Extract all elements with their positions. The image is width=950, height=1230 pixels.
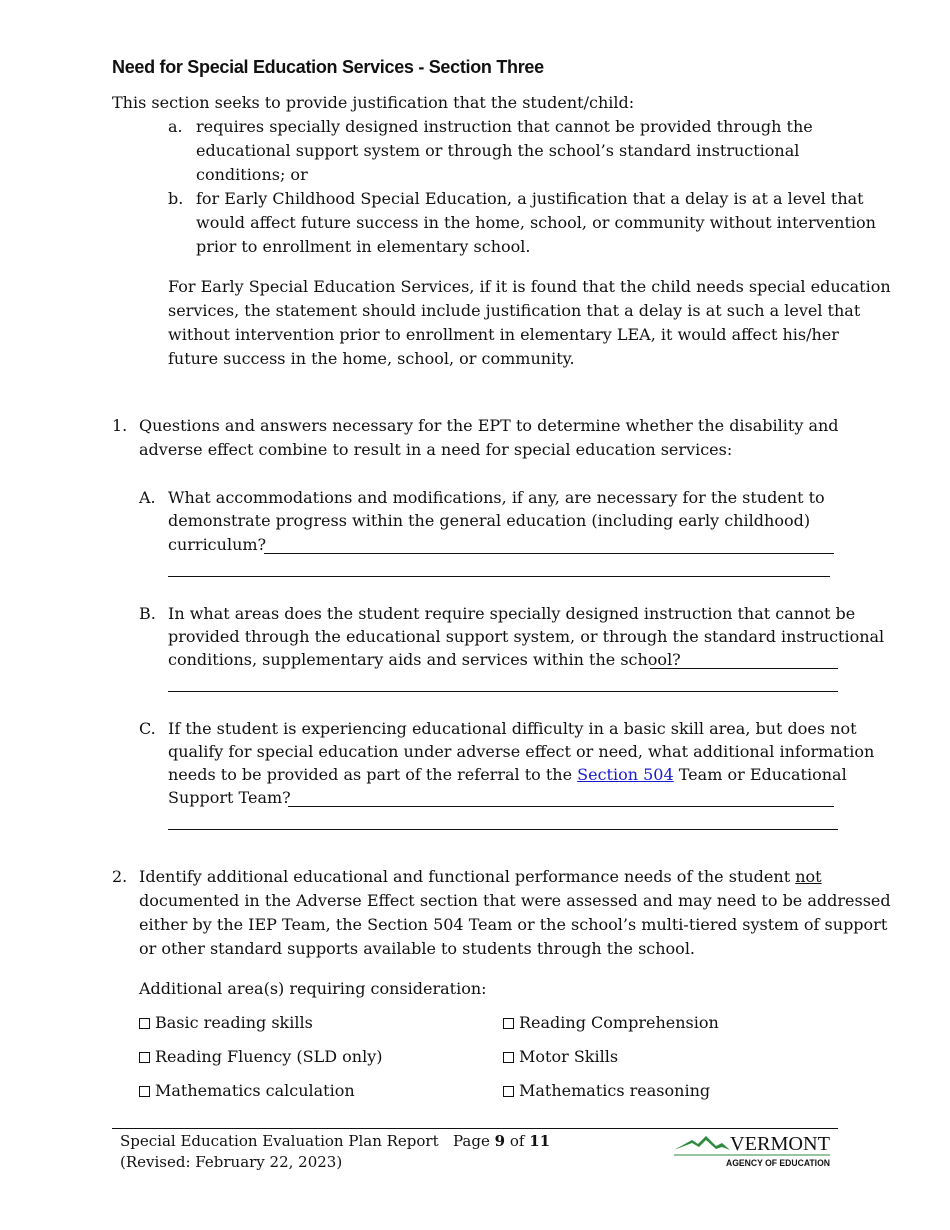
checkbox-label: Basic reading skills [155, 1013, 313, 1032]
early-services-line-3: without intervention prior to enrollment in elementary LEA, it would affect his/her [168, 325, 839, 344]
intro-text: This section seeks to provide justification that the student/child: [112, 93, 635, 112]
q1c-line-2: qualify for special education under adverse effect or need, what additional information [168, 742, 875, 761]
early-services-line-2: services, the statement should include justification that a delay is at such a level that [168, 301, 861, 320]
item-a-marker: a. [168, 117, 183, 136]
q1c-answer-line-1[interactable] [288, 806, 834, 807]
q2-not-emphasis: not [795, 867, 822, 886]
checkbox-label: Motor Skills [519, 1047, 619, 1066]
logo-wordmark: VERMONT [730, 1133, 830, 1155]
checkbox-motor-skills[interactable] [503, 1046, 618, 1068]
checkbox-label: Reading Fluency (SLD only) [155, 1047, 383, 1066]
mountain-icon [674, 1136, 730, 1150]
footer-revised: (Revised: February 22, 2023) [120, 1153, 343, 1171]
checkbox-box[interactable] [139, 1052, 150, 1063]
q1c-line-3 [168, 763, 847, 787]
item-a-line-1: requires specially designed instruction that cannot be provided through the [196, 117, 813, 136]
q1a-line-2: demonstrate progress within the general education (including early childhood) [168, 511, 811, 530]
checkbox-label: Reading Comprehension [519, 1013, 719, 1032]
checkbox-mathematics-reasoning[interactable] [503, 1080, 710, 1102]
q2-number: 2. [112, 867, 128, 886]
checkbox-box[interactable] [139, 1018, 150, 1029]
q1c-line-4: Support Team? [168, 788, 291, 807]
page-total: 11 [529, 1132, 551, 1150]
q1b-answer-line-1[interactable] [650, 668, 838, 669]
checkbox-reading-fluency[interactable] [139, 1046, 383, 1068]
q1a-line-1: What accommodations and modifications, if any, are necessary for the student to [168, 488, 825, 507]
q1c-line-3-post: Team or Educational [678, 765, 847, 784]
q1-line-1: Questions and answers necessary for the EPT to determine whether the disability and [139, 416, 839, 435]
checkbox-reading-comprehension[interactable] [503, 1012, 719, 1034]
footer-title: Special Education Evaluation Plan Report [120, 1132, 439, 1150]
q1a-marker: A. [139, 488, 156, 507]
q2-line-2: documented in the Adverse Effect section that were assessed and may need to be addressed [139, 891, 891, 910]
page-of: of [509, 1132, 525, 1150]
early-services-line-1: For Early Special Education Services, if it is found that the child needs special education [168, 277, 891, 296]
q1a-answer-line-2[interactable] [168, 576, 830, 577]
section-heading: Need for Special Education Services - Section Three [112, 57, 544, 77]
checkbox-label: Mathematics calculation [155, 1081, 355, 1100]
item-a-line-2: educational support system or through the school’s standard instructional [196, 141, 800, 160]
page-label: Page [453, 1132, 490, 1150]
early-services-line-4: future success in the home, school, or community. [168, 349, 575, 368]
item-b-line-3: prior to enrollment in elementary school. [196, 237, 531, 256]
q1b-line-3: conditions, supplementary aids and services within the school? [168, 650, 681, 669]
checkbox-mathematics-calculation[interactable] [139, 1080, 355, 1102]
checkbox-box[interactable] [503, 1052, 514, 1063]
page-current: 9 [494, 1132, 506, 1150]
item-b-line-1: for Early Childhood Special Education, a justification that a delay is at a level that [196, 189, 864, 208]
q2-line-1 [139, 865, 822, 889]
q2-line-3: either by the IEP Team, the Section 504 Team or the school’s multi-tiered system of support [139, 915, 888, 934]
checkbox-box[interactable] [503, 1018, 514, 1029]
q2-line-1-text: Identify additional educational and functional performance needs of the student [139, 867, 791, 886]
q2-line-4: or other standard supports available to students through the school. [139, 939, 696, 958]
item-a-line-3: conditions; or [196, 165, 308, 184]
q1-number: 1. [112, 416, 128, 435]
item-b-marker: b. [168, 189, 184, 208]
q1c-line-3-pre: needs to be provided as part of the referral to the [168, 765, 573, 784]
q1c-marker: C. [139, 719, 156, 738]
q1b-answer-line-2[interactable] [168, 691, 838, 692]
vermont-aoe-logo [672, 1128, 832, 1174]
additional-areas-label: Additional area(s) requiring consideration: [139, 979, 487, 998]
q1a-line-3: curriculum? [168, 535, 267, 554]
checkbox-box[interactable] [139, 1086, 150, 1097]
q1c-answer-line-2[interactable] [168, 829, 838, 830]
q1b-marker: B. [139, 604, 156, 623]
checkbox-label: Mathematics reasoning [519, 1081, 711, 1100]
q1b-line-2: provided through the educational support system, or through the standard instructional [168, 627, 885, 646]
checkbox-basic-reading-skills[interactable] [139, 1012, 313, 1034]
q1-line-2: adverse effect combine to result in a need for special education services: [139, 440, 733, 459]
section-504-link[interactable]: Section 504 [577, 765, 674, 784]
q1b-line-1: In what areas does the student require specially designed instruction that cannot be [168, 604, 856, 623]
footer-page-number [453, 1131, 550, 1152]
item-b-line-2: would affect future success in the home, school, or community without intervention [196, 213, 876, 232]
q1a-answer-line-1[interactable] [264, 553, 834, 554]
checkbox-box[interactable] [503, 1086, 514, 1097]
logo-subtitle: AGENCY OF EDUCATION [726, 1158, 831, 1169]
q1c-line-1: If the student is experiencing educational difficulty in a basic skill area, but does not [168, 719, 857, 738]
